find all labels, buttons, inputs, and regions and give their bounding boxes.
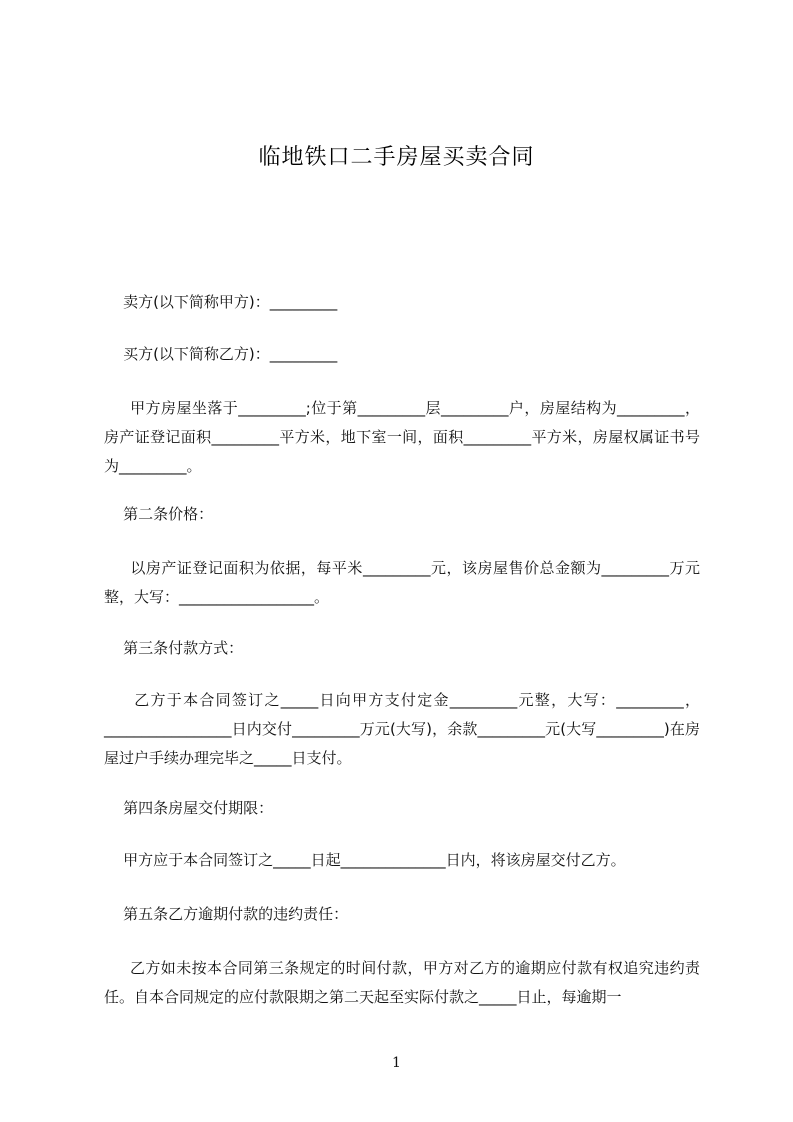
document-title: 临地铁口二手房屋买卖合同 bbox=[258, 145, 535, 170]
property-description-paragraph: 甲方房屋坐落于_________;位于第_________层_________户，房屋结构为_________，房产证登记面积_________平方米，地下室一间，面积_________平方米，房屋权属证书号为_________。 bbox=[104, 399, 701, 475]
page-number: 1 bbox=[392, 1055, 401, 1071]
price-paragraph: 以房产证登记面积为依据，每平米_________元，该房屋售价总金额为_________万元整，大写：__________________。 bbox=[104, 559, 700, 606]
article-2-heading: 第二条价格： bbox=[104, 505, 214, 523]
article-5-heading: 第五条乙方逾期付款的违约责任： bbox=[104, 905, 349, 923]
late-payment-paragraph: 乙方如未按本合同第三条规定的时间付款，甲方对乙方的逾期应付款有权追究违约责任。自本合同规定的应付款限期之第二天起至实际付款之_____日止，每逾期一 bbox=[104, 959, 700, 1006]
payment-method-paragraph: 乙方于本合同签订之_____日向甲方支付定金_________元整，大写：_________，_________________日内交付_________万元(大写)，余款_________元(大写_________)在房屋过户手续办理完毕之_____日支付。 bbox=[104, 691, 700, 767]
seller-line: 卖方(以下简称甲方)：_________ bbox=[104, 293, 338, 311]
article-3-heading: 第三条付款方式： bbox=[104, 639, 244, 657]
delivery-paragraph: 甲方应于本合同签订之_____日起______________日内，将该房屋交付乙方。 bbox=[104, 851, 626, 869]
buyer-line: 买方(以下简称乙方)：_________ bbox=[104, 345, 338, 363]
article-4-heading: 第四条房屋交付期限： bbox=[104, 799, 274, 817]
